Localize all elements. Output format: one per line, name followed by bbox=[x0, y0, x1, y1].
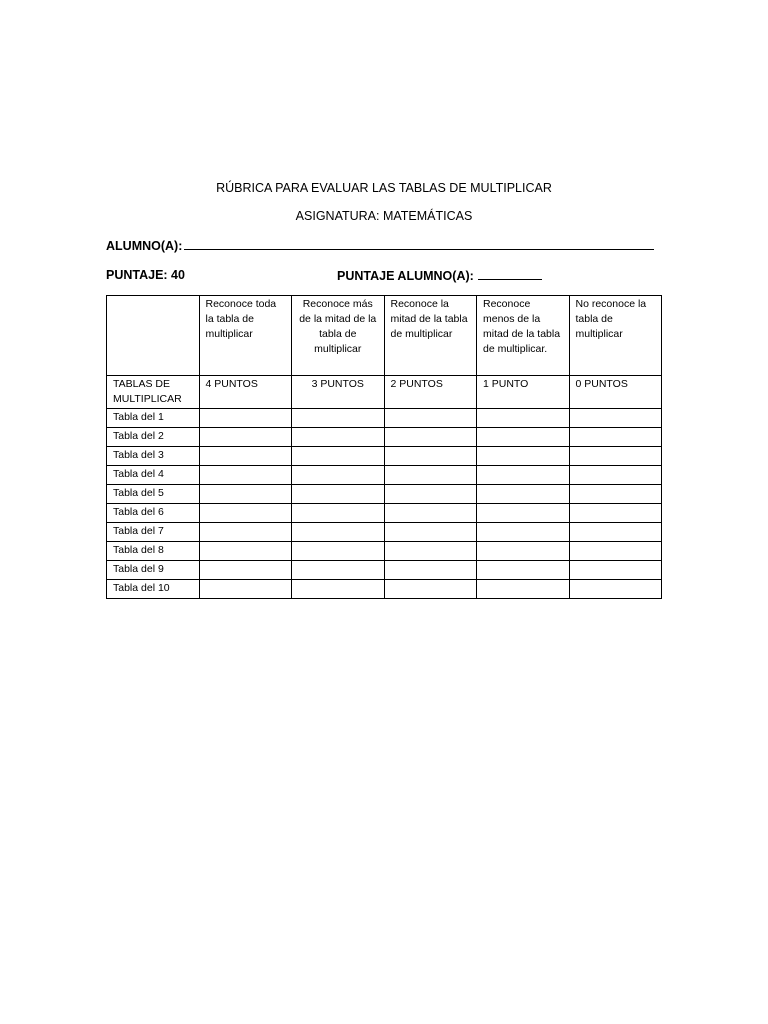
row-label: Tabla del 1 bbox=[107, 409, 200, 428]
row-label: Tabla del 4 bbox=[107, 466, 200, 485]
score-cell[interactable] bbox=[292, 485, 385, 504]
score-cell[interactable] bbox=[569, 466, 662, 485]
score-cell[interactable] bbox=[384, 447, 477, 466]
score-cell[interactable] bbox=[199, 409, 292, 428]
criteria-cell: Reconoce más de la mitad de la tabla de multiplicar bbox=[292, 296, 385, 376]
points-row bbox=[107, 376, 662, 409]
table-row bbox=[107, 523, 662, 542]
score-cell[interactable] bbox=[292, 580, 385, 599]
table-row bbox=[107, 485, 662, 504]
points-cell: 4 PUNTOS bbox=[199, 376, 292, 409]
row-label: Tabla del 9 bbox=[107, 561, 200, 580]
points-cell: 1 PUNTO bbox=[477, 376, 570, 409]
row-label: Tabla del 3 bbox=[107, 447, 200, 466]
table-row bbox=[107, 561, 662, 580]
score-cell[interactable] bbox=[199, 542, 292, 561]
score-cell[interactable] bbox=[292, 428, 385, 447]
score-cell[interactable] bbox=[384, 485, 477, 504]
score-cell[interactable] bbox=[477, 447, 570, 466]
score-cell[interactable] bbox=[477, 409, 570, 428]
total-score-label: PUNTAJE: 40 bbox=[106, 268, 185, 282]
score-cell[interactable] bbox=[477, 504, 570, 523]
table-row bbox=[107, 542, 662, 561]
document-title: RÚBRICA PARA EVALUAR LAS TABLAS DE MULTIPLICAR bbox=[216, 181, 552, 195]
score-cell[interactable] bbox=[569, 428, 662, 447]
score-cell[interactable] bbox=[477, 523, 570, 542]
points-cell: 0 PUNTOS bbox=[569, 376, 662, 409]
criteria-cell: Reconoce toda la tabla de multiplicar bbox=[199, 296, 292, 376]
score-cell[interactable] bbox=[569, 542, 662, 561]
row-label: Tabla del 5 bbox=[107, 485, 200, 504]
table-row bbox=[107, 466, 662, 485]
score-cell[interactable] bbox=[569, 447, 662, 466]
score-cell[interactable] bbox=[199, 466, 292, 485]
score-cell[interactable] bbox=[477, 466, 570, 485]
points-row-label: TABLAS DE MULTIPLICAR bbox=[107, 376, 200, 409]
criteria-cell: No reconoce la tabla de multiplicar bbox=[569, 296, 662, 376]
score-cell[interactable] bbox=[199, 504, 292, 523]
score-cell[interactable] bbox=[292, 523, 385, 542]
table-row bbox=[107, 428, 662, 447]
subject-heading: ASIGNATURA: MATEMÁTICAS bbox=[295, 209, 473, 223]
score-cell[interactable] bbox=[199, 561, 292, 580]
score-cell[interactable] bbox=[292, 409, 385, 428]
row-label: Tabla del 2 bbox=[107, 428, 200, 447]
table-row bbox=[107, 409, 662, 428]
score-cell[interactable] bbox=[569, 409, 662, 428]
criteria-header-row bbox=[107, 296, 662, 376]
table-row bbox=[107, 580, 662, 599]
table-row bbox=[107, 447, 662, 466]
score-cell[interactable] bbox=[384, 523, 477, 542]
score-cell[interactable] bbox=[292, 561, 385, 580]
score-cell[interactable] bbox=[199, 447, 292, 466]
score-cell[interactable] bbox=[199, 580, 292, 599]
student-score-label: PUNTAJE ALUMNO(A): bbox=[337, 269, 474, 283]
score-cell[interactable] bbox=[384, 428, 477, 447]
header-empty-cell bbox=[107, 296, 200, 376]
points-cell: 2 PUNTOS bbox=[384, 376, 477, 409]
student-score-blank[interactable] bbox=[478, 267, 542, 280]
score-cell[interactable] bbox=[384, 561, 477, 580]
score-cell[interactable] bbox=[569, 523, 662, 542]
student-name-line bbox=[106, 237, 654, 254]
student-name-label: ALUMNO(A): bbox=[106, 239, 183, 253]
score-cell[interactable] bbox=[292, 542, 385, 561]
score-cell[interactable] bbox=[384, 409, 477, 428]
score-cell[interactable] bbox=[292, 504, 385, 523]
row-label: Tabla del 10 bbox=[107, 580, 200, 599]
score-cell[interactable] bbox=[569, 504, 662, 523]
score-cell[interactable] bbox=[199, 485, 292, 504]
score-cell[interactable] bbox=[569, 561, 662, 580]
row-label: Tabla del 6 bbox=[107, 504, 200, 523]
score-cell[interactable] bbox=[384, 580, 477, 599]
score-cell[interactable] bbox=[477, 542, 570, 561]
score-cell[interactable] bbox=[384, 504, 477, 523]
score-cell[interactable] bbox=[477, 485, 570, 504]
score-cell[interactable] bbox=[292, 466, 385, 485]
score-cell[interactable] bbox=[384, 542, 477, 561]
student-name-blank[interactable] bbox=[184, 237, 654, 250]
score-cell[interactable] bbox=[569, 580, 662, 599]
table-row bbox=[107, 504, 662, 523]
criteria-cell: Reconoce la mitad de la tabla de multiplicar bbox=[384, 296, 477, 376]
score-cell[interactable] bbox=[477, 428, 570, 447]
score-cell[interactable] bbox=[292, 447, 385, 466]
criteria-cell: Reconoce menos de la mitad de la tabla de multiplicar. bbox=[477, 296, 570, 376]
score-cell[interactable] bbox=[384, 466, 477, 485]
score-cell[interactable] bbox=[477, 561, 570, 580]
score-cell[interactable] bbox=[199, 523, 292, 542]
student-score-line bbox=[337, 267, 542, 284]
row-label: Tabla del 7 bbox=[107, 523, 200, 542]
row-label: Tabla del 8 bbox=[107, 542, 200, 561]
score-cell[interactable] bbox=[477, 580, 570, 599]
rubric-table bbox=[106, 295, 662, 599]
score-cell[interactable] bbox=[199, 428, 292, 447]
score-cell[interactable] bbox=[569, 485, 662, 504]
points-cell: 3 PUNTOS bbox=[292, 376, 385, 409]
